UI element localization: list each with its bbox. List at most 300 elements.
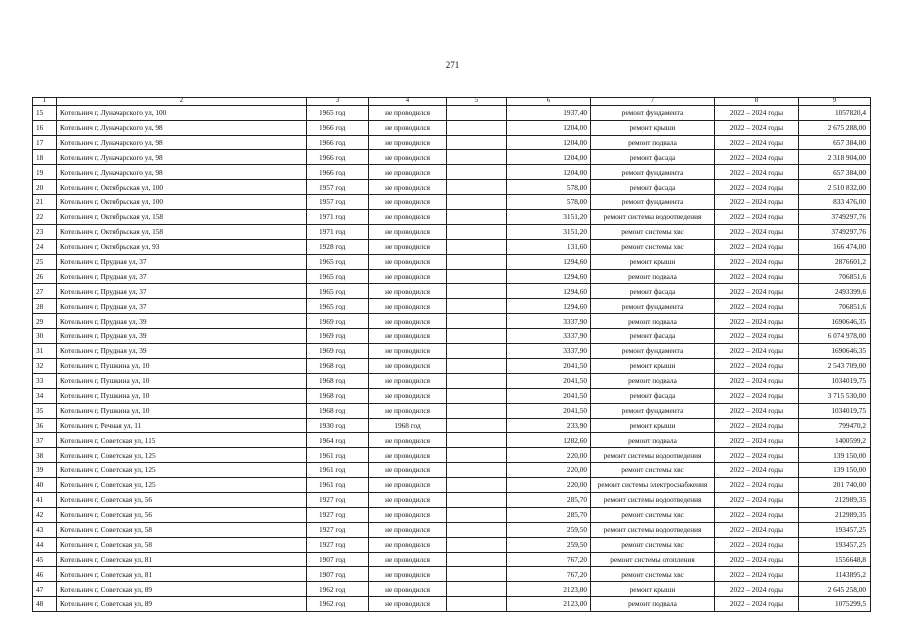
table-row [33,403,871,418]
work-type-cell: ремонт фасада [591,180,715,195]
table-row [33,582,871,597]
last-repair-cell: не проводился [369,448,447,463]
work-type-cell: ремонт системы водоотведения [591,210,715,225]
build-year-cell: 1907 год [307,567,369,582]
cost-cell: 212989,35 [799,507,871,522]
cost-cell: 212989,35 [799,492,871,507]
row-number: 45 [33,552,57,567]
build-year-cell: 1965 год [307,269,369,284]
row-number: 39 [33,463,57,478]
column-header: 8 [715,98,799,106]
row-number: 23 [33,224,57,239]
work-type-cell: ремонт крыши [591,582,715,597]
address-cell: Котельнич г, Прудная ул, 39 [57,344,307,359]
cost-cell: 1143895,2 [799,567,871,582]
address-cell: Котельнич г, Октябрьская ул, 100 [57,180,307,195]
build-year-cell: 1968 год [307,373,369,388]
cost-cell: 1075299,5 [799,597,871,612]
area-cell: 3337,90 [507,329,591,344]
work-type-cell: ремонт системы водоотведения [591,492,715,507]
period-cell: 2022 – 2024 годы [715,537,799,552]
work-type-cell: ремонт фасада [591,329,715,344]
period-cell: 2022 – 2024 годы [715,478,799,493]
last-repair-cell: не проводился [369,403,447,418]
address-cell: Котельнич г, Речная ул, 11 [57,418,307,433]
table-row [33,150,871,165]
cost-cell: 1690646,35 [799,344,871,359]
row-number: 33 [33,373,57,388]
table-row [33,418,871,433]
last-repair-cell: не проводился [369,314,447,329]
table-row [33,388,871,403]
last-repair-cell: не проводился [369,373,447,388]
column-header: 4 [369,98,447,106]
last-repair-cell: не проводился [369,478,447,493]
address-cell: Котельнич г, Советская ул, 58 [57,537,307,552]
address-cell: Котельнич г, Октябрьская ул, 158 [57,210,307,225]
row-number: 26 [33,269,57,284]
last-repair-cell: не проводился [369,433,447,448]
cost-cell: 706851,6 [799,299,871,314]
row-number: 43 [33,522,57,537]
table-row [33,284,871,299]
work-type-cell: ремонт фасада [591,284,715,299]
row-number: 37 [33,433,57,448]
area-cell: 2041,50 [507,403,591,418]
period-cell: 2022 – 2024 годы [715,180,799,195]
cost-cell: 2 675 288,00 [799,120,871,135]
period-cell: 2022 – 2024 годы [715,344,799,359]
period-cell: 2022 – 2024 годы [715,567,799,582]
work-type-cell: ремонт фундамента [591,403,715,418]
cost-cell: 657 384,00 [799,165,871,180]
period-cell: 2022 – 2024 годы [715,433,799,448]
work-type-cell: ремонт системы хвс [591,239,715,254]
last-repair-cell: не проводился [369,135,447,150]
column-header: 7 [591,98,715,106]
address-cell: Котельнич г, Советская ул, 81 [57,567,307,582]
empty-cell [447,344,507,359]
work-type-cell: ремонт фундамента [591,299,715,314]
last-repair-cell: не проводился [369,597,447,612]
last-repair-cell: не проводился [369,567,447,582]
cost-cell: 3 715 530,00 [799,388,871,403]
row-number: 47 [33,582,57,597]
work-type-cell: ремонт крыши [591,358,715,373]
empty-cell [447,358,507,373]
row-number: 38 [33,448,57,463]
work-type-cell: ремонт фундамента [591,195,715,210]
work-type-cell: ремонт системы хвс [591,537,715,552]
work-type-cell: ремонт системы водоотведения [591,448,715,463]
row-number: 32 [33,358,57,373]
period-cell: 2022 – 2024 годы [715,254,799,269]
area-cell: 131,60 [507,239,591,254]
cost-cell: 1556648,8 [799,552,871,567]
row-number: 44 [33,537,57,552]
cost-cell: 193457,25 [799,522,871,537]
row-number: 46 [33,567,57,582]
table-row [33,373,871,388]
build-year-cell: 1965 год [307,284,369,299]
row-number: 31 [33,344,57,359]
table-row [33,254,871,269]
table-row [33,478,871,493]
last-repair-cell: не проводился [369,105,447,120]
empty-cell [447,195,507,210]
empty-cell [447,552,507,567]
table-row [33,269,871,284]
empty-cell [447,597,507,612]
address-cell: Котельнич г, Октябрьская ул, 158 [57,224,307,239]
address-cell: Котельнич г, Луначарского ул, 100 [57,105,307,120]
period-cell: 2022 – 2024 годы [715,284,799,299]
cost-cell: 2493399,6 [799,284,871,299]
last-repair-cell: не проводился [369,507,447,522]
build-year-cell: 1964 год [307,433,369,448]
cost-cell: 201 740,00 [799,478,871,493]
period-cell: 2022 – 2024 годы [715,492,799,507]
area-cell: 2041,50 [507,373,591,388]
address-cell: Котельнич г, Октябрьская ул, 100 [57,195,307,210]
cost-cell: 833 476,00 [799,195,871,210]
table-row [33,537,871,552]
build-year-cell: 1927 год [307,522,369,537]
address-cell: Котельнич г, Прудная ул, 37 [57,269,307,284]
empty-cell [447,210,507,225]
cost-cell: 2876601,2 [799,254,871,269]
last-repair-cell: не проводился [369,269,447,284]
period-cell: 2022 – 2024 годы [715,418,799,433]
last-repair-cell: не проводился [369,463,447,478]
row-number: 20 [33,180,57,195]
area-cell: 2123,00 [507,582,591,597]
area-cell: 767,20 [507,567,591,582]
cost-cell: 1034019,75 [799,373,871,388]
period-cell: 2022 – 2024 годы [715,210,799,225]
address-cell: Котельнич г, Пушкина ул, 10 [57,373,307,388]
period-cell: 2022 – 2024 годы [715,224,799,239]
period-cell: 2022 – 2024 годы [715,522,799,537]
empty-cell [447,403,507,418]
period-cell: 2022 – 2024 годы [715,448,799,463]
build-year-cell: 1969 год [307,344,369,359]
table-row [33,597,871,612]
empty-cell [447,373,507,388]
capital-repair-table [32,97,871,612]
empty-cell [447,254,507,269]
table-row [33,105,871,120]
work-type-cell: ремонт фундамента [591,105,715,120]
cost-cell: 139 150,00 [799,448,871,463]
period-cell: 2022 – 2024 годы [715,552,799,567]
table-row [33,314,871,329]
area-cell: 767,20 [507,552,591,567]
table-row [33,463,871,478]
row-number: 18 [33,150,57,165]
row-number: 28 [33,299,57,314]
period-cell: 2022 – 2024 годы [715,373,799,388]
build-year-cell: 1971 год [307,224,369,239]
row-number: 41 [33,492,57,507]
row-number: 40 [33,478,57,493]
address-cell: Котельнич г, Луначарского ул, 98 [57,135,307,150]
empty-cell [447,314,507,329]
address-cell: Котельнич г, Прудная ул, 37 [57,254,307,269]
empty-cell [447,135,507,150]
cost-cell: 2 645 258,00 [799,582,871,597]
address-cell: Котельнич г, Советская ул, 125 [57,448,307,463]
table-row [33,299,871,314]
row-number: 19 [33,165,57,180]
period-cell: 2022 – 2024 годы [715,507,799,522]
address-cell: Котельнич г, Октябрьская ул, 93 [57,239,307,254]
area-cell: 578,00 [507,180,591,195]
address-cell: Котельнич г, Советская ул, 115 [57,433,307,448]
build-year-cell: 1968 год [307,358,369,373]
address-cell: Котельнич г, Прудная ул, 39 [57,329,307,344]
work-type-cell: ремонт системы хвс [591,567,715,582]
column-header: 9 [799,98,871,106]
area-cell: 1294,60 [507,284,591,299]
last-repair-cell: не проводился [369,582,447,597]
cost-cell: 2 318 904,00 [799,150,871,165]
area-cell: 1204,00 [507,165,591,180]
row-number: 30 [33,329,57,344]
empty-cell [447,284,507,299]
cost-cell: 657 384,00 [799,135,871,150]
build-year-cell: 1907 год [307,552,369,567]
area-cell: 233,90 [507,418,591,433]
build-year-cell: 1969 год [307,329,369,344]
empty-cell [447,478,507,493]
period-cell: 2022 – 2024 годы [715,388,799,403]
empty-cell [447,418,507,433]
column-header: 1 [33,98,57,106]
last-repair-cell: не проводился [369,120,447,135]
table-row [33,522,871,537]
table-row [33,344,871,359]
empty-cell [447,224,507,239]
table-row [33,195,871,210]
row-number: 27 [33,284,57,299]
empty-cell [447,433,507,448]
empty-cell [447,567,507,582]
work-type-cell: ремонт подвала [591,135,715,150]
address-cell: Котельнич г, Советская ул, 58 [57,522,307,537]
row-number: 35 [33,403,57,418]
period-cell: 2022 – 2024 годы [715,105,799,120]
table-row [33,210,871,225]
build-year-cell: 1965 год [307,254,369,269]
period-cell: 2022 – 2024 годы [715,195,799,210]
work-type-cell: ремонт крыши [591,418,715,433]
build-year-cell: 1966 год [307,120,369,135]
cost-cell: 2 510 832,00 [799,180,871,195]
empty-cell [447,463,507,478]
last-repair-cell: не проводился [369,388,447,403]
empty-cell [447,180,507,195]
last-repair-cell: не проводился [369,492,447,507]
last-repair-cell: не проводился [369,284,447,299]
address-cell: Котельнич г, Советская ул, 89 [57,582,307,597]
work-type-cell: ремонт фундамента [591,165,715,180]
area-cell: 285,70 [507,492,591,507]
address-cell: Котельнич г, Советская ул, 89 [57,597,307,612]
address-cell: Котельнич г, Пушкина ул, 10 [57,388,307,403]
empty-cell [447,299,507,314]
area-cell: 1204,00 [507,135,591,150]
build-year-cell: 1927 год [307,507,369,522]
work-type-cell: ремонт подвала [591,314,715,329]
address-cell: Котельнич г, Прудная ул, 39 [57,314,307,329]
cost-cell: 193457,25 [799,537,871,552]
work-type-cell: ремонт системы водоотведения [591,522,715,537]
build-year-cell: 1928 год [307,239,369,254]
area-cell: 259,50 [507,522,591,537]
table-header-row [33,98,871,106]
last-repair-cell: не проводился [369,239,447,254]
cost-cell: 3749297,76 [799,224,871,239]
work-type-cell: ремонт подвала [591,373,715,388]
address-cell: Котельнич г, Советская ул, 56 [57,492,307,507]
build-year-cell: 1971 год [307,210,369,225]
row-number: 48 [33,597,57,612]
address-cell: Котельнич г, Луначарского ул, 98 [57,165,307,180]
address-cell: Котельнич г, Луначарского ул, 98 [57,120,307,135]
area-cell: 3337,90 [507,314,591,329]
work-type-cell: ремонт подвала [591,433,715,448]
empty-cell [447,329,507,344]
column-header: 2 [57,98,307,106]
last-repair-cell: не проводился [369,165,447,180]
work-type-cell: ремонт фундамента [591,344,715,359]
build-year-cell: 1966 год [307,150,369,165]
last-repair-cell: не проводился [369,224,447,239]
work-type-cell: ремонт системы отопления [591,552,715,567]
work-type-cell: ремонт системы хвс [591,463,715,478]
work-type-cell: ремонт фасада [591,150,715,165]
period-cell: 2022 – 2024 годы [715,135,799,150]
table-row [33,448,871,463]
empty-cell [447,105,507,120]
period-cell: 2022 – 2024 годы [715,597,799,612]
row-number: 17 [33,135,57,150]
area-cell: 285,70 [507,507,591,522]
period-cell: 2022 – 2024 годы [715,463,799,478]
area-cell: 220,00 [507,478,591,493]
period-cell: 2022 – 2024 годы [715,269,799,284]
table-row [33,358,871,373]
build-year-cell: 1957 год [307,195,369,210]
row-number: 15 [33,105,57,120]
cost-cell: 139 150,00 [799,463,871,478]
address-cell: Котельнич г, Луначарского ул, 98 [57,150,307,165]
row-number: 22 [33,210,57,225]
work-type-cell: ремонт подвала [591,597,715,612]
last-repair-cell: 1968 год [369,418,447,433]
last-repair-cell: не проводился [369,552,447,567]
last-repair-cell: не проводился [369,299,447,314]
area-cell: 1937,40 [507,105,591,120]
build-year-cell: 1930 год [307,418,369,433]
work-type-cell: ремонт фасада [591,388,715,403]
empty-cell [447,582,507,597]
build-year-cell: 1957 год [307,180,369,195]
period-cell: 2022 – 2024 годы [715,329,799,344]
last-repair-cell: не проводился [369,180,447,195]
cost-cell: 706851,6 [799,269,871,284]
period-cell: 2022 – 2024 годы [715,150,799,165]
empty-cell [447,448,507,463]
last-repair-cell: не проводился [369,254,447,269]
table-row [33,492,871,507]
build-year-cell: 1965 год [307,105,369,120]
period-cell: 2022 – 2024 годы [715,582,799,597]
empty-cell [447,507,507,522]
empty-cell [447,388,507,403]
period-cell: 2022 – 2024 годы [715,358,799,373]
area-cell: 1204,00 [507,150,591,165]
last-repair-cell: не проводился [369,150,447,165]
period-cell: 2022 – 2024 годы [715,314,799,329]
empty-cell [447,492,507,507]
area-cell: 2041,50 [507,388,591,403]
address-cell: Котельнич г, Прудная ул, 37 [57,284,307,299]
cost-cell: 1690646,35 [799,314,871,329]
table-row [33,224,871,239]
last-repair-cell: не проводился [369,344,447,359]
period-cell: 2022 – 2024 годы [715,120,799,135]
column-header: 5 [447,98,507,106]
work-type-cell: ремонт системы хвс [591,224,715,239]
row-number: 36 [33,418,57,433]
area-cell: 3337,90 [507,344,591,359]
last-repair-cell: не проводился [369,358,447,373]
row-number: 25 [33,254,57,269]
area-cell: 220,00 [507,463,591,478]
last-repair-cell: не проводился [369,522,447,537]
cost-cell: 2 543 709,00 [799,358,871,373]
work-type-cell: ремонт системы хвс [591,507,715,522]
cost-cell: 1057820,4 [799,105,871,120]
empty-cell [447,150,507,165]
cost-cell: 166 474,00 [799,239,871,254]
area-cell: 220,00 [507,448,591,463]
area-cell: 259,50 [507,537,591,552]
work-type-cell: ремонт системы электроснабжения [591,478,715,493]
last-repair-cell: не проводился [369,537,447,552]
row-number: 42 [33,507,57,522]
cost-cell: 799470,2 [799,418,871,433]
address-cell: Котельнич г, Советская ул, 125 [57,463,307,478]
last-repair-cell: не проводился [369,329,447,344]
empty-cell [447,537,507,552]
work-type-cell: ремонт подвала [591,269,715,284]
cost-cell: 6 074 978,00 [799,329,871,344]
build-year-cell: 1961 год [307,448,369,463]
page-number: 271 [445,60,460,70]
area-cell: 1294,60 [507,254,591,269]
work-type-cell: ремонт крыши [591,254,715,269]
last-repair-cell: не проводился [369,210,447,225]
column-header: 3 [307,98,369,106]
last-repair-cell: не проводился [369,195,447,210]
build-year-cell: 1961 год [307,463,369,478]
table-row [33,239,871,254]
column-header: 6 [507,98,591,106]
row-number: 21 [33,195,57,210]
